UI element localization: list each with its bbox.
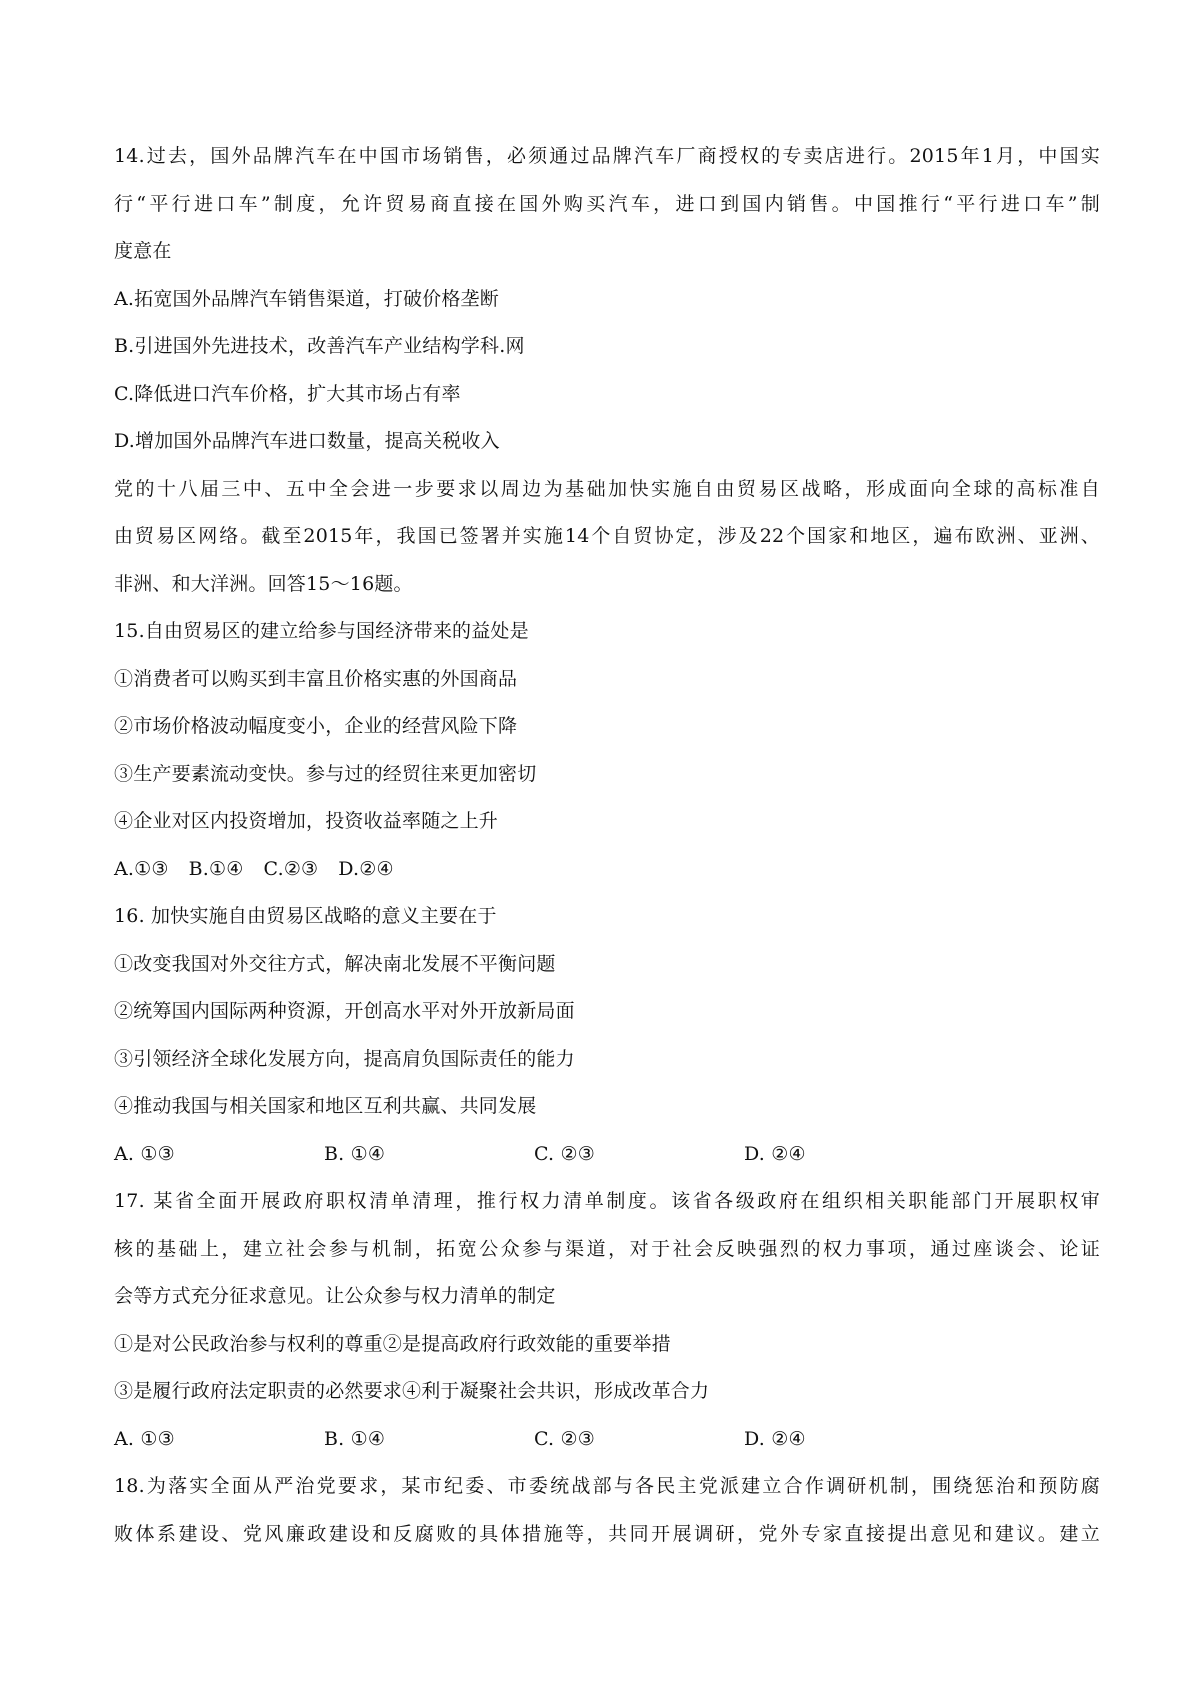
q15-statement-2: ②市场价格波动幅度变小，企业的经营风险下降: [114, 715, 518, 737]
page-content: [114, 133, 1100, 1558]
q14-stem-line-3: 度意在: [114, 240, 172, 262]
material-line-3: 非洲、和大洋洲。回答15～16题。: [114, 572, 413, 595]
q17-stem-line-1: 17. 某省全面开展政府职权清单清理，推行权力清单制度。该省各级政府在组织相关职能部门开展职权审: [114, 1190, 1100, 1212]
q16-options: [114, 1131, 1100, 1179]
q15-option-b: B.①④: [188, 857, 244, 880]
q17-statements-3-4: ③是履行政府法定职责的必然要求④利于凝聚社会共识，形成改革合力: [114, 1380, 710, 1402]
q16-option-c: C. ②③: [534, 1142, 596, 1165]
q15-statement-1: ①消费者可以购买到丰富且价格实惠的外国商品: [114, 667, 518, 690]
q14-option-a: A.拓宽国外品牌汽车销售渠道，打破价格垄断: [114, 287, 499, 310]
q17-stem-line-2: 核的基础上，建立社会参与机制，拓宽公众参与渠道，对于社会反映强烈的权力事项，通过座谈会、论证: [114, 1237, 1100, 1260]
q16-option-d: D. ②④: [744, 1142, 806, 1165]
q15-statement-4: ④企业对区内投资增加，投资收益率随之上升: [114, 810, 499, 832]
q14-option-c: C.降低进口汽车价格，扩大其市场占有率: [114, 382, 461, 405]
q14-option-b: B.引进国外先进技术，改善汽车产业结构学科.网: [114, 335, 525, 357]
q16-statement-3: ③引领经济全球化发展方向，提高肩负国际责任的能力: [114, 1047, 575, 1070]
q14-stem-line-2: 行“平行进口车”制度，允许贸易商直接在国外购买汽车，进口到国内销售。中国推行“平行进口车”制: [114, 192, 1100, 215]
q17-option-c: C. ②③: [534, 1427, 596, 1450]
q14-stem-line-1: 14.过去，国外品牌汽车在中国市场销售，必须通过品牌汽车厂商授权的专卖店进行。2015年1月，中国实: [114, 145, 1100, 167]
q18-stem-line-2: 败体系建设、党风廉政建设和反腐败的具体措施等，共同开展调研，党外专家直接提出意见和建议。建立: [114, 1522, 1100, 1545]
q15-option-d: D.②④: [338, 857, 394, 880]
q16-option-b: B. ①④: [324, 1142, 386, 1165]
q15-statement-3: ③生产要素流动变快。参与过的经贸往来更加密切: [114, 762, 537, 785]
q17-option-a: A. ①③: [114, 1427, 175, 1450]
q15-option-a: A.①③: [114, 857, 169, 880]
material-line-2: 由贸易区网络。截至2015年，我国已签署并实施14个自贸协定，涉及22个国家和地区，遍布欧洲、亚洲、: [114, 525, 1100, 547]
q16-option-a: A. ①③: [114, 1142, 175, 1165]
material-line-1: 党的十八届三中、五中全会进一步要求以周边为基础加快实施自由贸易区战略，形成面向全球的高标准自: [114, 477, 1100, 500]
q17-statements-1-2: ①是对公民政治参与权利的尊重②是提高政府行政效能的重要举措: [114, 1332, 671, 1355]
q16-statement-2: ②统筹国内国际两种资源，开创高水平对外开放新局面: [114, 1000, 575, 1022]
q17-option-b: B. ①④: [324, 1427, 386, 1450]
q17-options: [114, 1416, 1100, 1464]
q15-stem: 15.自由贸易区的建立给参与国经济带来的益处是: [114, 620, 529, 642]
q14-option-d: D.增加国外品牌汽车进口数量，提高关税收入: [114, 430, 500, 452]
q15-options: [114, 846, 1100, 894]
q17-option-d: D. ②④: [744, 1427, 806, 1450]
q18-stem-line-1: 18.为落实全面从严治党要求，某市纪委、市委统战部与各民主党派建立合作调研机制，围绕惩治和预防腐: [114, 1475, 1100, 1497]
q15-option-c: C.②③: [263, 857, 319, 880]
q16-statement-4: ④推动我国与相关国家和地区互利共赢、共同发展: [114, 1095, 537, 1117]
q16-statement-1: ①改变我国对外交往方式，解决南北发展不平衡问题: [114, 952, 556, 975]
q17-stem-line-3: 会等方式充分征求意见。让公众参与权力清单的制定: [114, 1285, 556, 1307]
q16-stem: 16. 加快实施自由贸易区战略的意义主要在于: [114, 905, 497, 927]
